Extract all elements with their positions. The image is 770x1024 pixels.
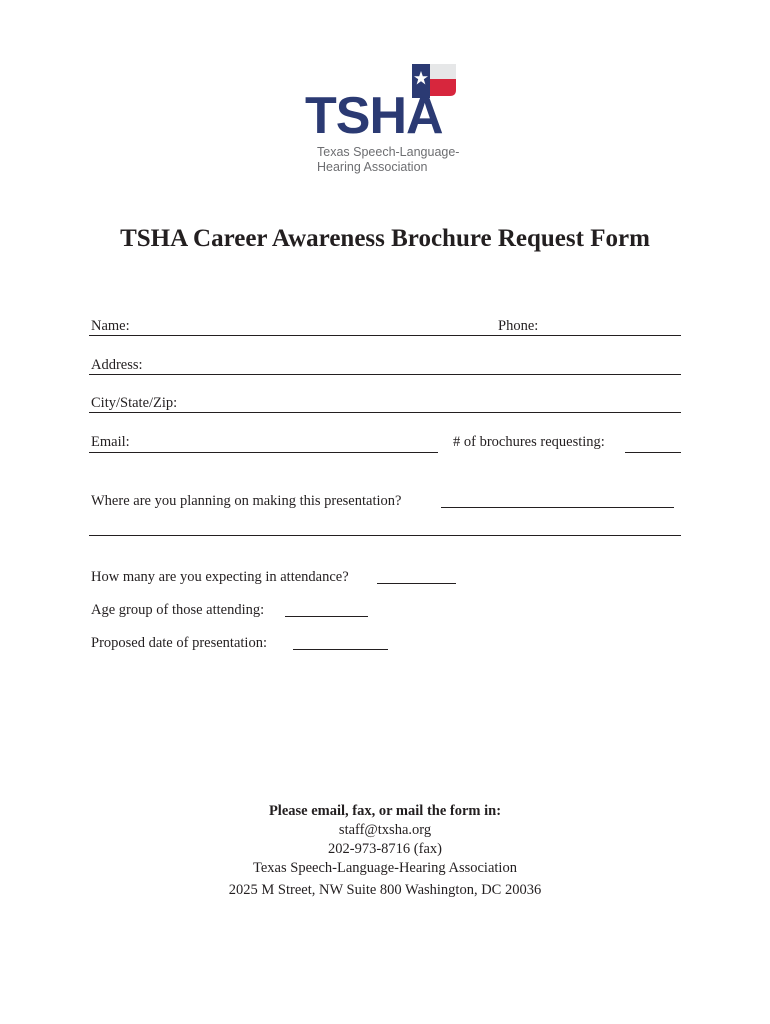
submission-fax: 202-973-8716 (fax): [328, 841, 442, 857]
logo-subtitle-line-2: Hearing Association: [317, 160, 428, 174]
submission-organization: Texas Speech-Language-Hearing Association: [253, 860, 517, 876]
age-group-field[interactable]: [285, 616, 368, 617]
proposed-date-label: Proposed date of presentation:: [91, 635, 267, 651]
submission-email: staff@txsha.org: [338, 822, 432, 838]
presentation-location-label: Where are you planning on making this presentation?: [91, 493, 402, 509]
proposed-date-field[interactable]: [293, 649, 388, 650]
email-field[interactable]: [89, 452, 438, 453]
tsha-logo: [305, 62, 465, 177]
address-field[interactable]: [89, 374, 681, 375]
name-phone-field[interactable]: [89, 335, 681, 336]
attendance-field[interactable]: [377, 583, 456, 584]
city-state-zip-field[interactable]: [89, 412, 681, 413]
submission-info: [0, 802, 770, 900]
phone-label: Phone:: [498, 318, 539, 334]
brochures-label: # of brochures requesting:: [453, 434, 605, 450]
presentation-location-field[interactable]: [441, 507, 674, 508]
form-title: TSHA Career Awareness Brochure Request Form: [120, 225, 650, 252]
logo-subtitle-line-1: Texas Speech-Language-: [317, 145, 460, 159]
age-group-label: Age group of those attending:: [91, 602, 265, 618]
submission-heading: Please email, fax, or mail the form in:: [268, 803, 502, 819]
presentation-location-field-line-2[interactable]: [89, 535, 681, 536]
attendance-label: How many are you expecting in attendance?: [91, 569, 349, 585]
brochures-field[interactable]: [625, 452, 681, 453]
logo-subtitle: [317, 145, 459, 175]
email-label: Email:: [91, 434, 130, 450]
submission-address: 2025 M Street, NW Suite 800 Washington, DC 20036: [228, 882, 542, 898]
city-state-zip-label: City/State/Zip:: [91, 395, 178, 411]
logo-wordmark: TSHA: [305, 87, 443, 145]
name-label: Name:: [91, 318, 130, 334]
address-label: Address:: [91, 357, 143, 373]
